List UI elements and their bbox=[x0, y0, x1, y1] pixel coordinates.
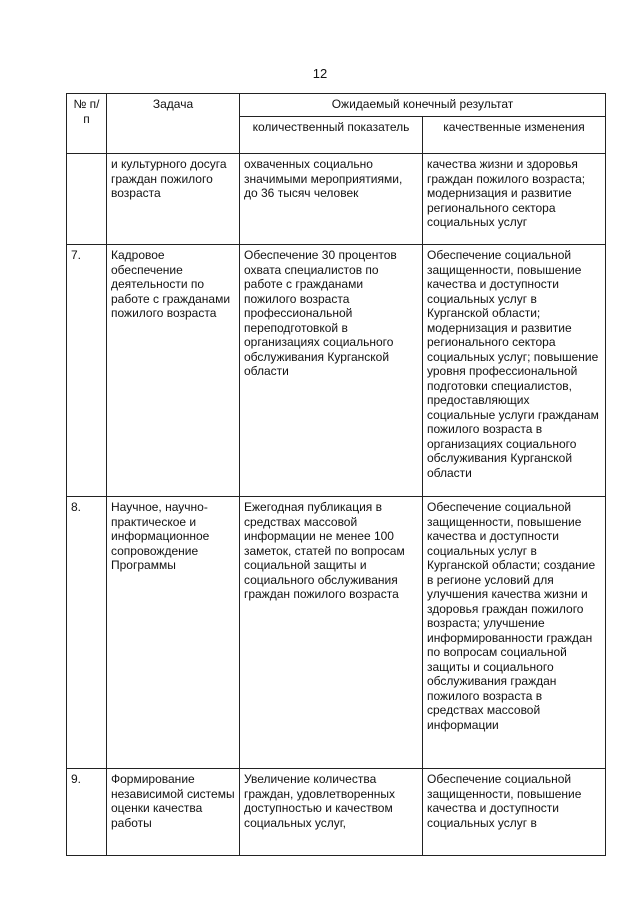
row-task: Кадровое обеспечение деятельности по работе с гражданами пожилого возраста bbox=[107, 245, 240, 497]
row-quantitative: охваченных социально значимыми мероприятиями, до 36 тысяч человек bbox=[240, 154, 423, 245]
row-qualitative: качества жизни и здоровья граждан пожилого возраста; модернизация и развитие регионального сектора социальных услуг bbox=[423, 154, 606, 245]
row-number: 7. bbox=[67, 245, 107, 497]
row-quantitative: Обеспечение 30 процентов охвата специалистов по работе с гражданами пожилого возраста профессиональной переподготовкой в организациях социального обслуживания Курганской области bbox=[240, 245, 423, 497]
page-number: 12 bbox=[312, 66, 328, 81]
header-expected-result: Ожидаемый конечный результат bbox=[240, 94, 606, 117]
row-quantitative: Ежегодная публикация в средствах массовой информации не менее 100 заметок, статей по вопросам социальной защиты и социального обслуживания граждан пожилого возраста bbox=[240, 497, 423, 769]
header-qualitative: качественные изменения bbox=[423, 117, 606, 154]
row-task: Научное, научно-практическое и информационное сопровождение Программы bbox=[107, 497, 240, 769]
row-task: Формирование независимой системы оценки качества работы bbox=[107, 769, 240, 856]
row-quantitative: Увеличение количества граждан, удовлетворенных доступностью и качеством социальных услуг, bbox=[240, 769, 423, 856]
row-number: 8. bbox=[67, 497, 107, 769]
table-row bbox=[67, 154, 606, 245]
header-num: № п/п bbox=[67, 94, 107, 154]
row-number: 9. bbox=[67, 769, 107, 856]
row-qualitative: Обеспечение социальной защищенности, повышение качества и доступности социальных услуг в bbox=[423, 769, 606, 856]
row-qualitative: Обеспечение социальной защищенности, повышение качества и доступности социальных услуг в Курганской области; создание в регионе условий для улучшения качества жизни и здоровья граждан пожилого возраста; улучшение информированности граждан по вопросам социальной защиты и социального обслуживания граждан пожилого возраста в средствах массовой информации bbox=[423, 497, 606, 769]
row-number bbox=[67, 154, 107, 245]
header-quantitative: количественный показатель bbox=[240, 117, 423, 154]
header-task: Задача bbox=[107, 94, 240, 154]
program-tasks-table bbox=[66, 93, 606, 856]
table-row bbox=[67, 497, 606, 769]
row-task: и культурного досуга граждан пожилого возраста bbox=[107, 154, 240, 245]
table-row bbox=[67, 769, 606, 856]
row-qualitative: Обеспечение социальной защищенности, повышение качества и доступности социальных услуг в Курганской области; модернизация и развитие регионального сектора социальных услуг; повышение уровня профессиональной подготовки специалистов, предоставляющих социальные услуги гражданам пожилого возраста в организациях социального обслуживания Курганской области bbox=[423, 245, 606, 497]
table-row bbox=[67, 245, 606, 497]
